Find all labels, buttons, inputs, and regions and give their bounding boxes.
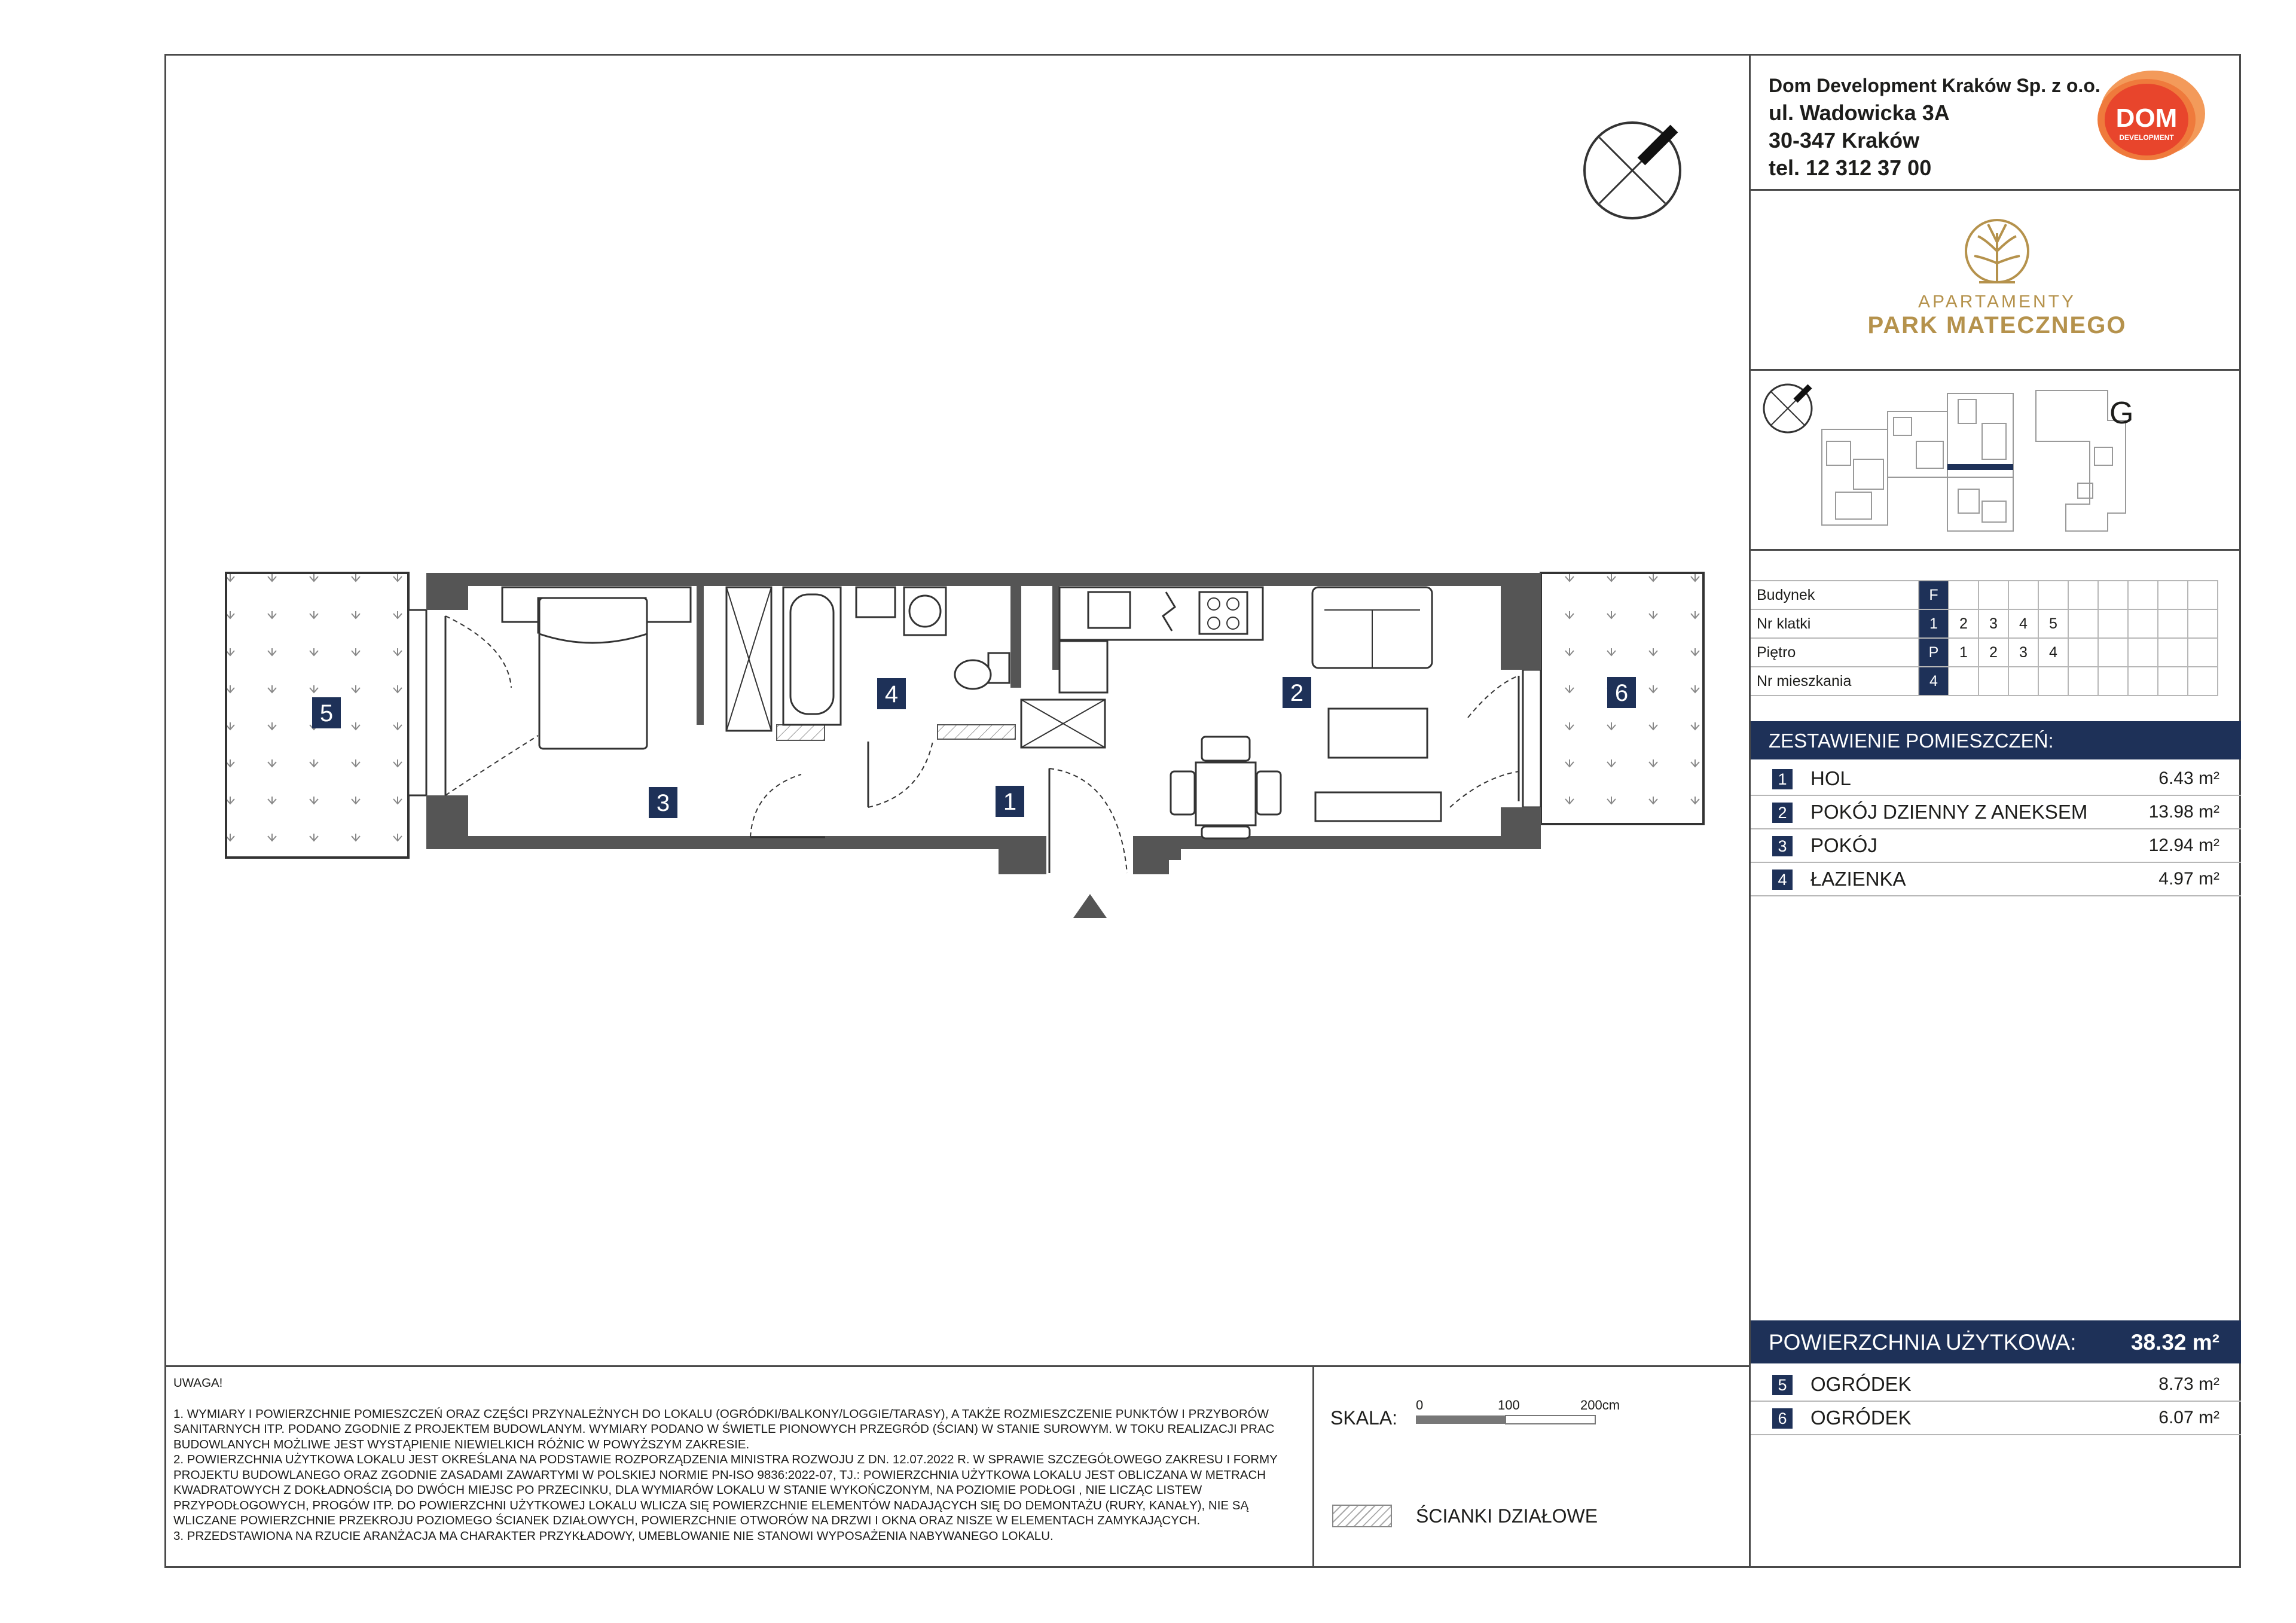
logo-text-dom: DOM <box>2115 103 2178 133</box>
company-name: Dom Development Kraków Sp. z o.o. <box>1769 75 2100 96</box>
rooms-header-label: ZESTAWIENIE POMIESZCZEŃ: <box>1769 730 2054 752</box>
key-plan-compass-icon <box>1764 385 1812 432</box>
plan-label-1: 1 <box>1003 789 1017 815</box>
plan-label-5: 5 <box>319 700 334 727</box>
plan-label-6: 6 <box>1614 680 1629 706</box>
info-row-label: Budynek <box>1751 581 1919 609</box>
info-cell <box>1979 667 2008 695</box>
room-name: OGRÓDEK <box>1810 1407 1912 1429</box>
info-cell <box>2128 609 2158 638</box>
info-cell <box>2068 638 2098 667</box>
info-cell: 2 <box>1949 609 1979 638</box>
room-area: 6.43 m² <box>2158 768 2219 788</box>
info-cell: F <box>1919 581 1949 609</box>
key-plan <box>1755 376 2233 543</box>
rooms-header <box>1751 721 2241 759</box>
room-name: POKÓJ DZIENNY Z ANEKSEM <box>1810 801 2088 823</box>
company-phone: tel. 12 312 37 00 <box>1769 155 1932 180</box>
info-cell <box>2128 667 2158 695</box>
info-cell <box>2098 581 2128 609</box>
usable-area-label: POWIERZCHNIA UŻYTKOWA: <box>1769 1330 2077 1354</box>
notes-scale-divider <box>1312 1365 1314 1568</box>
info-cell: 1 <box>1919 609 1949 638</box>
info-cell <box>2158 667 2188 695</box>
dom-development-logo <box>2087 66 2212 173</box>
room-row <box>1751 863 2241 896</box>
info-cell <box>2098 667 2128 695</box>
info-cell <box>2038 667 2068 695</box>
info-cell: 1 <box>1949 638 1979 667</box>
scale-label: SKALA: <box>1330 1407 1398 1429</box>
info-cell <box>2068 581 2098 609</box>
floor-plan <box>0 0 1749 957</box>
tree-emblem-icon <box>1818 209 2176 293</box>
room-row <box>1751 796 2241 829</box>
info-cell <box>2188 609 2218 638</box>
sidebar-divider <box>1749 549 2241 551</box>
plan-label-4: 4 <box>884 681 899 707</box>
sidebar-divider <box>1749 369 2241 371</box>
info-row <box>1751 609 2218 638</box>
company-info <box>1769 72 2100 182</box>
room-number-badge: 5 <box>1772 1375 1793 1395</box>
hatch-legend-swatch <box>1332 1505 1392 1527</box>
room-row <box>1751 829 2241 863</box>
room-number-badge: 1 <box>1772 769 1793 789</box>
notes-title: UWAGA! <box>173 1376 223 1390</box>
info-cell <box>2008 667 2038 695</box>
project-title: PARK MATECZNEGO <box>1867 312 2127 338</box>
plan-label-2: 2 <box>1290 680 1304 706</box>
note-item: 1. WYMIARY I POWIERZCHNIE POMIESZCZEŃ ORAZ CZĘŚCI PRZYNALEŻNYCH DO LOKALU (OGRÓDKI/BALKONY/LOGGIE/TARASY), A TAKŻE ROZMIESZCZENIE PUNKTÓW I PRZYBORÓW SANITARNYCH ITP. PODANO ZGODNIE Z PROJEKTEM BUDOWLANYM. WYMIARY PODANO W ŚWIETLE PIONOWYCH PRZEGRÓD (ŚCIAN) W STANIE SUROWYM. W TOKU REALIZACJI PRAC BUDOWLANYCH MOŻLIWE JEST WYSTĄPIENIE NIEWIELKICH RÓŻNIC W POWYŻSZYM ZAKRESIE. <box>173 1407 1275 1451</box>
company-city: 30-347 Kraków <box>1769 128 1920 152</box>
info-row-label: Nr mieszkania <box>1751 667 1919 695</box>
room-area: 4.97 m² <box>2158 869 2219 889</box>
room-area: 13.98 m² <box>2148 802 2219 822</box>
info-cell <box>2038 581 2068 609</box>
plan-label-3: 3 <box>656 790 670 816</box>
room-row <box>1751 762 2241 796</box>
info-cell <box>2158 638 2188 667</box>
room-name: OGRÓDEK <box>1810 1373 1912 1395</box>
scale-tick-100: 100 <box>1498 1398 1520 1413</box>
notes-divider <box>164 1365 1750 1367</box>
room-area: 6.07 m² <box>2158 1408 2219 1427</box>
info-cell: 5 <box>2038 609 2068 638</box>
note-item: 2. POWIERZCHNIA UŻYTKOWA LOKALU JEST OKREŚLANA NA PODSTAWIE ROZPORZĄDZENIA MINISTRA ROZWOJU Z DN. 12.07.2022 R. W SPRAWIE SZCZEGÓŁOWEGO ZAKRESU I FORMY PROJEKTU BUDOWLANEGO ORAZ ZGODNIE ZASADAMI ZAWARTYMI W POLSKIEJ NORMIE PN-ISO 9836:2022-07, TJ.: POWIERZCHNIA UŻYTKOWA LOKALU JEST OBLICZANA W METRACH KWADRATOWYCH Z DOKŁADNOŚCIĄ DO DWÓCH MIEJSC PO PRZECINKU, DLA WYMIARÓW LOKALU W STANIE WYKOŃCZONYM, NA POZIOMIE PODŁOGI , NIE LICZĄC LISTEW PRZYPODŁOGOWYCH, PROGÓW ITP. DO POWIERZCHNI UŻYTKOWEJ LOKALU WLICZA SIĘ POWIERZCHNIE ELEMENTÓW NADAJĄCYCH SIĘ DO DEMONTAŻU (RURY, KANAŁY), NIE SĄ WLICZANE POWIERZCHNIE PRZEKROJU POZIOMEGO ŚCIANEK DZIAŁOWYCH, POWIERZCHNIE OTWORÓW NA DRZWI I OKNA ORAZ NISZE W ELEMENTACH ZAMYKAJĄCYCH. <box>173 1453 1278 1527</box>
garden-row <box>1751 1402 2241 1435</box>
usable-area-bar <box>1751 1320 2241 1363</box>
note-item: 3. PRZEDSTAWIONA NA RZUCIE ARANŻACJA MA CHARAKTER PRZYKŁADOWY, UMEBLOWANIE NIE STANOWI WYPOSAŻENIA NABYWANEGO LOKALU. <box>173 1529 1054 1543</box>
info-cell <box>2158 581 2188 609</box>
entrance-arrow-icon <box>1073 894 1107 918</box>
info-cell <box>2158 609 2188 638</box>
info-cell <box>1949 581 1979 609</box>
info-cell <box>2188 581 2218 609</box>
info-cell <box>2008 581 2038 609</box>
info-row-label: Nr klatki <box>1751 609 1919 638</box>
info-cell: 3 <box>2008 638 2038 667</box>
room-number-badge: 4 <box>1772 870 1793 890</box>
apartment-info-table <box>1751 580 2218 696</box>
key-plan-apartment-marker <box>1947 464 2013 470</box>
garden-row <box>1751 1368 2241 1402</box>
room-name: HOL <box>1810 767 1851 789</box>
info-cell <box>2188 638 2218 667</box>
room-name: POKÓJ <box>1810 834 1877 856</box>
usable-area-value: 38.32 m² <box>2130 1330 2219 1354</box>
room-name: ŁAZIENKA <box>1810 868 1906 890</box>
sidebar-divider <box>1749 189 2241 191</box>
info-cell <box>1979 581 2008 609</box>
room-area: 12.94 m² <box>2148 835 2219 855</box>
info-row <box>1751 581 2218 609</box>
info-cell <box>1949 667 1979 695</box>
project-logo <box>1818 209 2176 347</box>
info-cell <box>2098 638 2128 667</box>
info-cell <box>2068 609 2098 638</box>
info-cell: P <box>1919 638 1949 667</box>
info-cell <box>2188 667 2218 695</box>
info-cell: 4 <box>2038 638 2068 667</box>
room-area: 8.73 m² <box>2158 1374 2219 1394</box>
room-number-badge: 3 <box>1772 836 1793 856</box>
company-street: ul. Wadowicka 3A <box>1769 100 1950 125</box>
info-cell: 3 <box>1979 609 2008 638</box>
key-plan-building-letter: G <box>2109 396 2134 431</box>
info-row <box>1751 667 2218 695</box>
logo-text-development: DEVELOPMENT <box>2119 133 2174 142</box>
scale-tick-0: 0 <box>1416 1398 1424 1413</box>
info-cell <box>2068 667 2098 695</box>
info-cell <box>2098 609 2128 638</box>
scale-tick-200: 200cm <box>1580 1398 1620 1413</box>
room-number-badge: 6 <box>1772 1408 1793 1429</box>
info-cell <box>2128 581 2158 609</box>
info-row-label: Piętro <box>1751 638 1919 667</box>
legend-walls-label: ŚCIANKI DZIAŁOWE <box>1416 1505 1598 1527</box>
room-number-badge: 2 <box>1772 803 1793 823</box>
info-cell: 2 <box>1979 638 2008 667</box>
info-cell <box>2128 638 2158 667</box>
project-subtitle: APARTAMENTY <box>1918 292 2077 312</box>
info-cell: 4 <box>1919 667 1949 695</box>
notes <box>173 1375 1286 1543</box>
info-row <box>1751 638 2218 667</box>
info-cell: 4 <box>2008 609 2038 638</box>
